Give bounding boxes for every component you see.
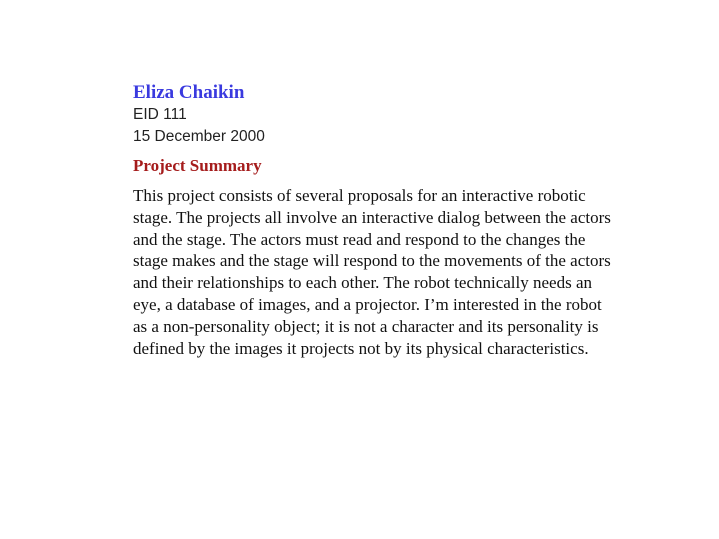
course-code: EID 111 bbox=[133, 106, 187, 123]
document-page bbox=[133, 82, 623, 359]
document-date: 15 December 2000 bbox=[133, 128, 265, 145]
summary-paragraph: This project consists of several proposals for an interactive robotic stage. The projects all involve an interactive dialog between the actors and the stage. The actors must read and respond to the changes the stage makes and the stage will respond to the movements of the actors and their relationships to each other. The robot technically needs an eye, a database of images, and a projector. I’m interested in the robot as a non-personality object; it is not a character and its personality is defined by the images it projects not by its physical characteristics. bbox=[133, 186, 611, 358]
author-name: Eliza Chaikin bbox=[133, 82, 245, 103]
section-title: Project Summary bbox=[133, 156, 262, 175]
